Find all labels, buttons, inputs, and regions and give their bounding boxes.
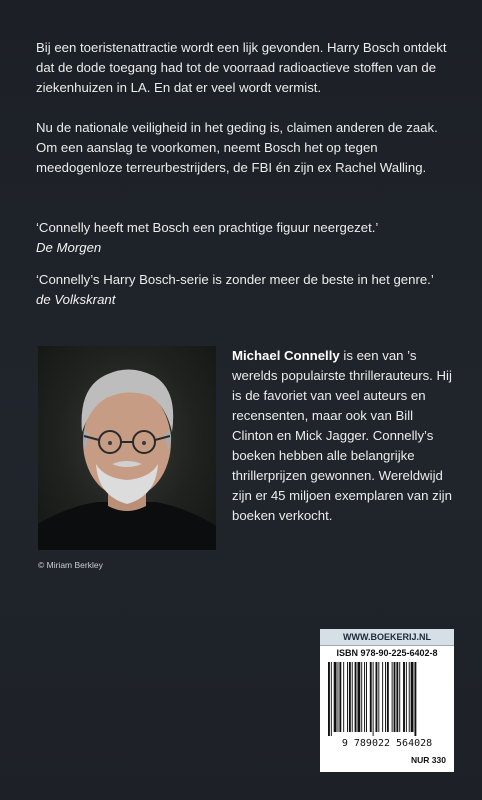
blurb-paragraph-2: Nu de nationale veiligheid in het geding is, claimen anderen de zaak. Om een aanslag te voorkomen, neemt Bosch het op tegen meedogenloze terreurbestrijders, de FBI én zijn ex Rachel Walling. [36,120,438,175]
nur-code: NUR 330 [411,755,446,765]
barcode-bar [409,662,410,732]
barcode-bar [392,662,393,732]
barcode-bar [414,662,416,736]
author-name: Michael Connelly [232,348,340,363]
barcode-bar [382,662,383,732]
barcode-bar [352,662,353,732]
barcode-bar [376,662,378,732]
barcode-bar [387,662,389,732]
review-quotes [36,218,456,322]
review-quote [36,218,456,258]
barcode-icon [328,662,446,736]
barcode-bar [406,662,407,732]
quote-text: ‘Connelly’s Harry Bosch-serie is zonder meer de beste in het genre.’ [36,272,434,287]
barcode-bar [334,662,337,732]
barcode-digits: 9 789022 564028 [341,738,433,749]
publisher-url: WWW.BOEKERIJ.NL [320,629,454,646]
barcode-bar [411,662,414,732]
photo-credit: © Miriam Berkley [38,560,103,570]
barcode-bar [370,662,372,732]
quote-text: ‘Connelly heeft met Bosch een prachtige figuur neergezet.’ [36,220,379,235]
author-bio-text: is een van ’s werelds populairste thrillerauteurs. Hij is de favoriet van veel auteurs en recensenten, maar ook van Bill Clinton en Mick Jagger. Connelly’s boeken hebben alle belangrijke thrillerprijzen gewonnen. Wereldwijd zijn er 45 miljoen exemplaren van zijn boeken verkocht. [232,348,452,523]
barcode-box [320,629,454,772]
barcode-bar [338,662,339,732]
quote-source: de Volkskrant [36,292,116,307]
blurb-paragraph-1: Bij een toeristenattractie wordt een lijk gevonden. Harry Bosch ontdekt dat de dode toegang had tot de voorraad radioactieve stoffen van de ziekenhuizen in LA. En dat er veel wordt vermist. [36,40,447,95]
barcode-bar [403,662,405,732]
barcode-bar [331,662,332,736]
barcode-bar [361,662,362,732]
barcode-bar [355,662,357,732]
isbn-label: ISBN 978-90-225-6402-8 [336,648,438,658]
barcode-bar [357,662,360,732]
barcode-bar [399,662,400,732]
barcode-bar [373,662,374,736]
barcode-bar [339,662,341,732]
review-quote [36,270,456,310]
barcode-bar [364,662,365,732]
barcode-bar [394,662,396,732]
author-portrait-icon [38,346,216,550]
barcode-bar [396,662,398,732]
quote-source: De Morgen [36,240,102,255]
barcode-bar [343,662,344,732]
blurb [36,38,456,198]
barcode-bar [378,662,379,732]
barcode-bar [349,662,351,732]
author-bio [232,346,456,526]
barcode-bar [366,662,367,732]
barcode-bar [347,662,348,732]
author-photo [38,346,216,550]
barcode-bar [385,662,386,732]
barcode-bar [328,662,330,736]
